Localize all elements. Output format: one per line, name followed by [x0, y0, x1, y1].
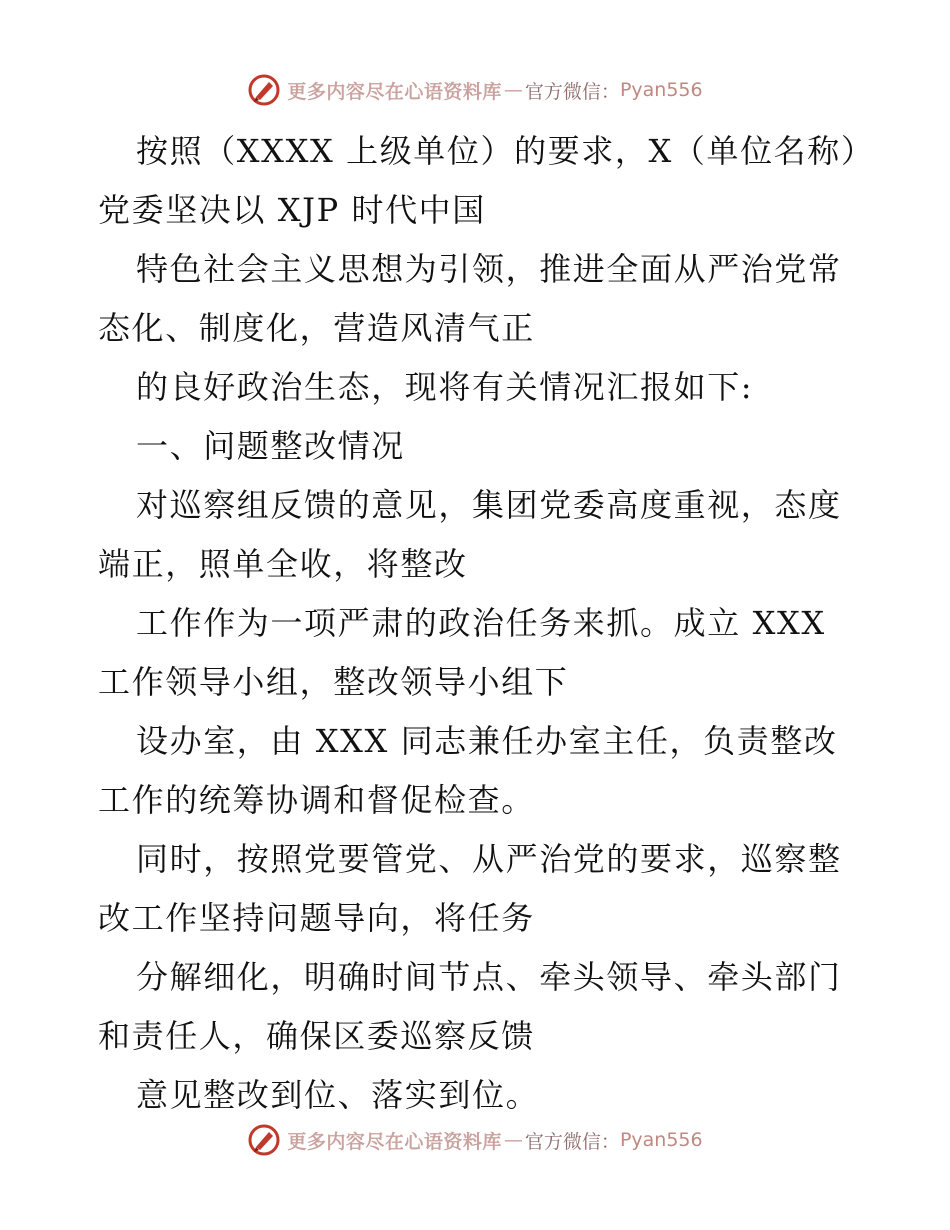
text-line: 工作的统筹协调和督促检查。 — [98, 781, 535, 819]
text-line: 对巡察组反馈的意见，集团党委高度重视，态度 — [136, 486, 842, 524]
text-line: 和责任人，确保区委巡察反馈 — [98, 1017, 535, 1055]
watermark-site-text: 更多内容尽在心语资料库 — [287, 80, 502, 103]
text-line: 同时，按照党要管党、从严治党的要求，巡察整 — [136, 840, 842, 878]
text-line: 分解细化，明确时间节点、牵头领导、牵头部门 — [136, 958, 842, 996]
text-line: 改工作坚持问题导向，将任务 — [98, 899, 535, 937]
watermark-official-label: 官方微信： — [524, 1130, 620, 1153]
watermark-dash: — — [503, 1129, 523, 1151]
watermark-wechat-id: Pyan556 — [619, 1129, 703, 1151]
text-line: 态化、制度化，营造风清气正 — [98, 309, 535, 347]
text-line: 按照（XXXX 上级单位）的要求，X（单位名称） — [136, 132, 875, 170]
watermark-site-text: 更多内容尽在心语资料库 — [287, 1130, 502, 1153]
document-body — [98, 122, 875, 1125]
text-line: 的良好政治生态，现将有关情况汇报如下: — [136, 368, 754, 406]
text-line: 端正，照单全收，将整改 — [98, 545, 468, 583]
text-line: 工作作为一项严肃的政治任务来抓。成立 XXX — [136, 604, 826, 642]
text-line: 工作领导小组，整改领导小组下 — [98, 663, 569, 701]
pen-logo-icon — [247, 73, 281, 107]
text-line: 设办室，由 XXX 同志兼任办室主任，负责整改 — [136, 722, 838, 760]
header-watermark — [0, 70, 950, 110]
footer-watermark — [0, 1120, 950, 1160]
pen-logo-icon — [247, 1123, 281, 1157]
text-line: 党委坚决以 XJP 时代中国 — [98, 191, 486, 229]
text-line: 一、问题整改情况 — [136, 427, 405, 465]
watermark-official-label: 官方微信： — [524, 80, 620, 103]
text-line: 意见整改到位、落实到位。 — [136, 1076, 540, 1114]
watermark-dash: — — [503, 79, 523, 101]
watermark-wechat-id: Pyan556 — [619, 79, 703, 101]
text-line: 特色社会主义思想为引领，推进全面从严治党常 — [136, 250, 842, 288]
